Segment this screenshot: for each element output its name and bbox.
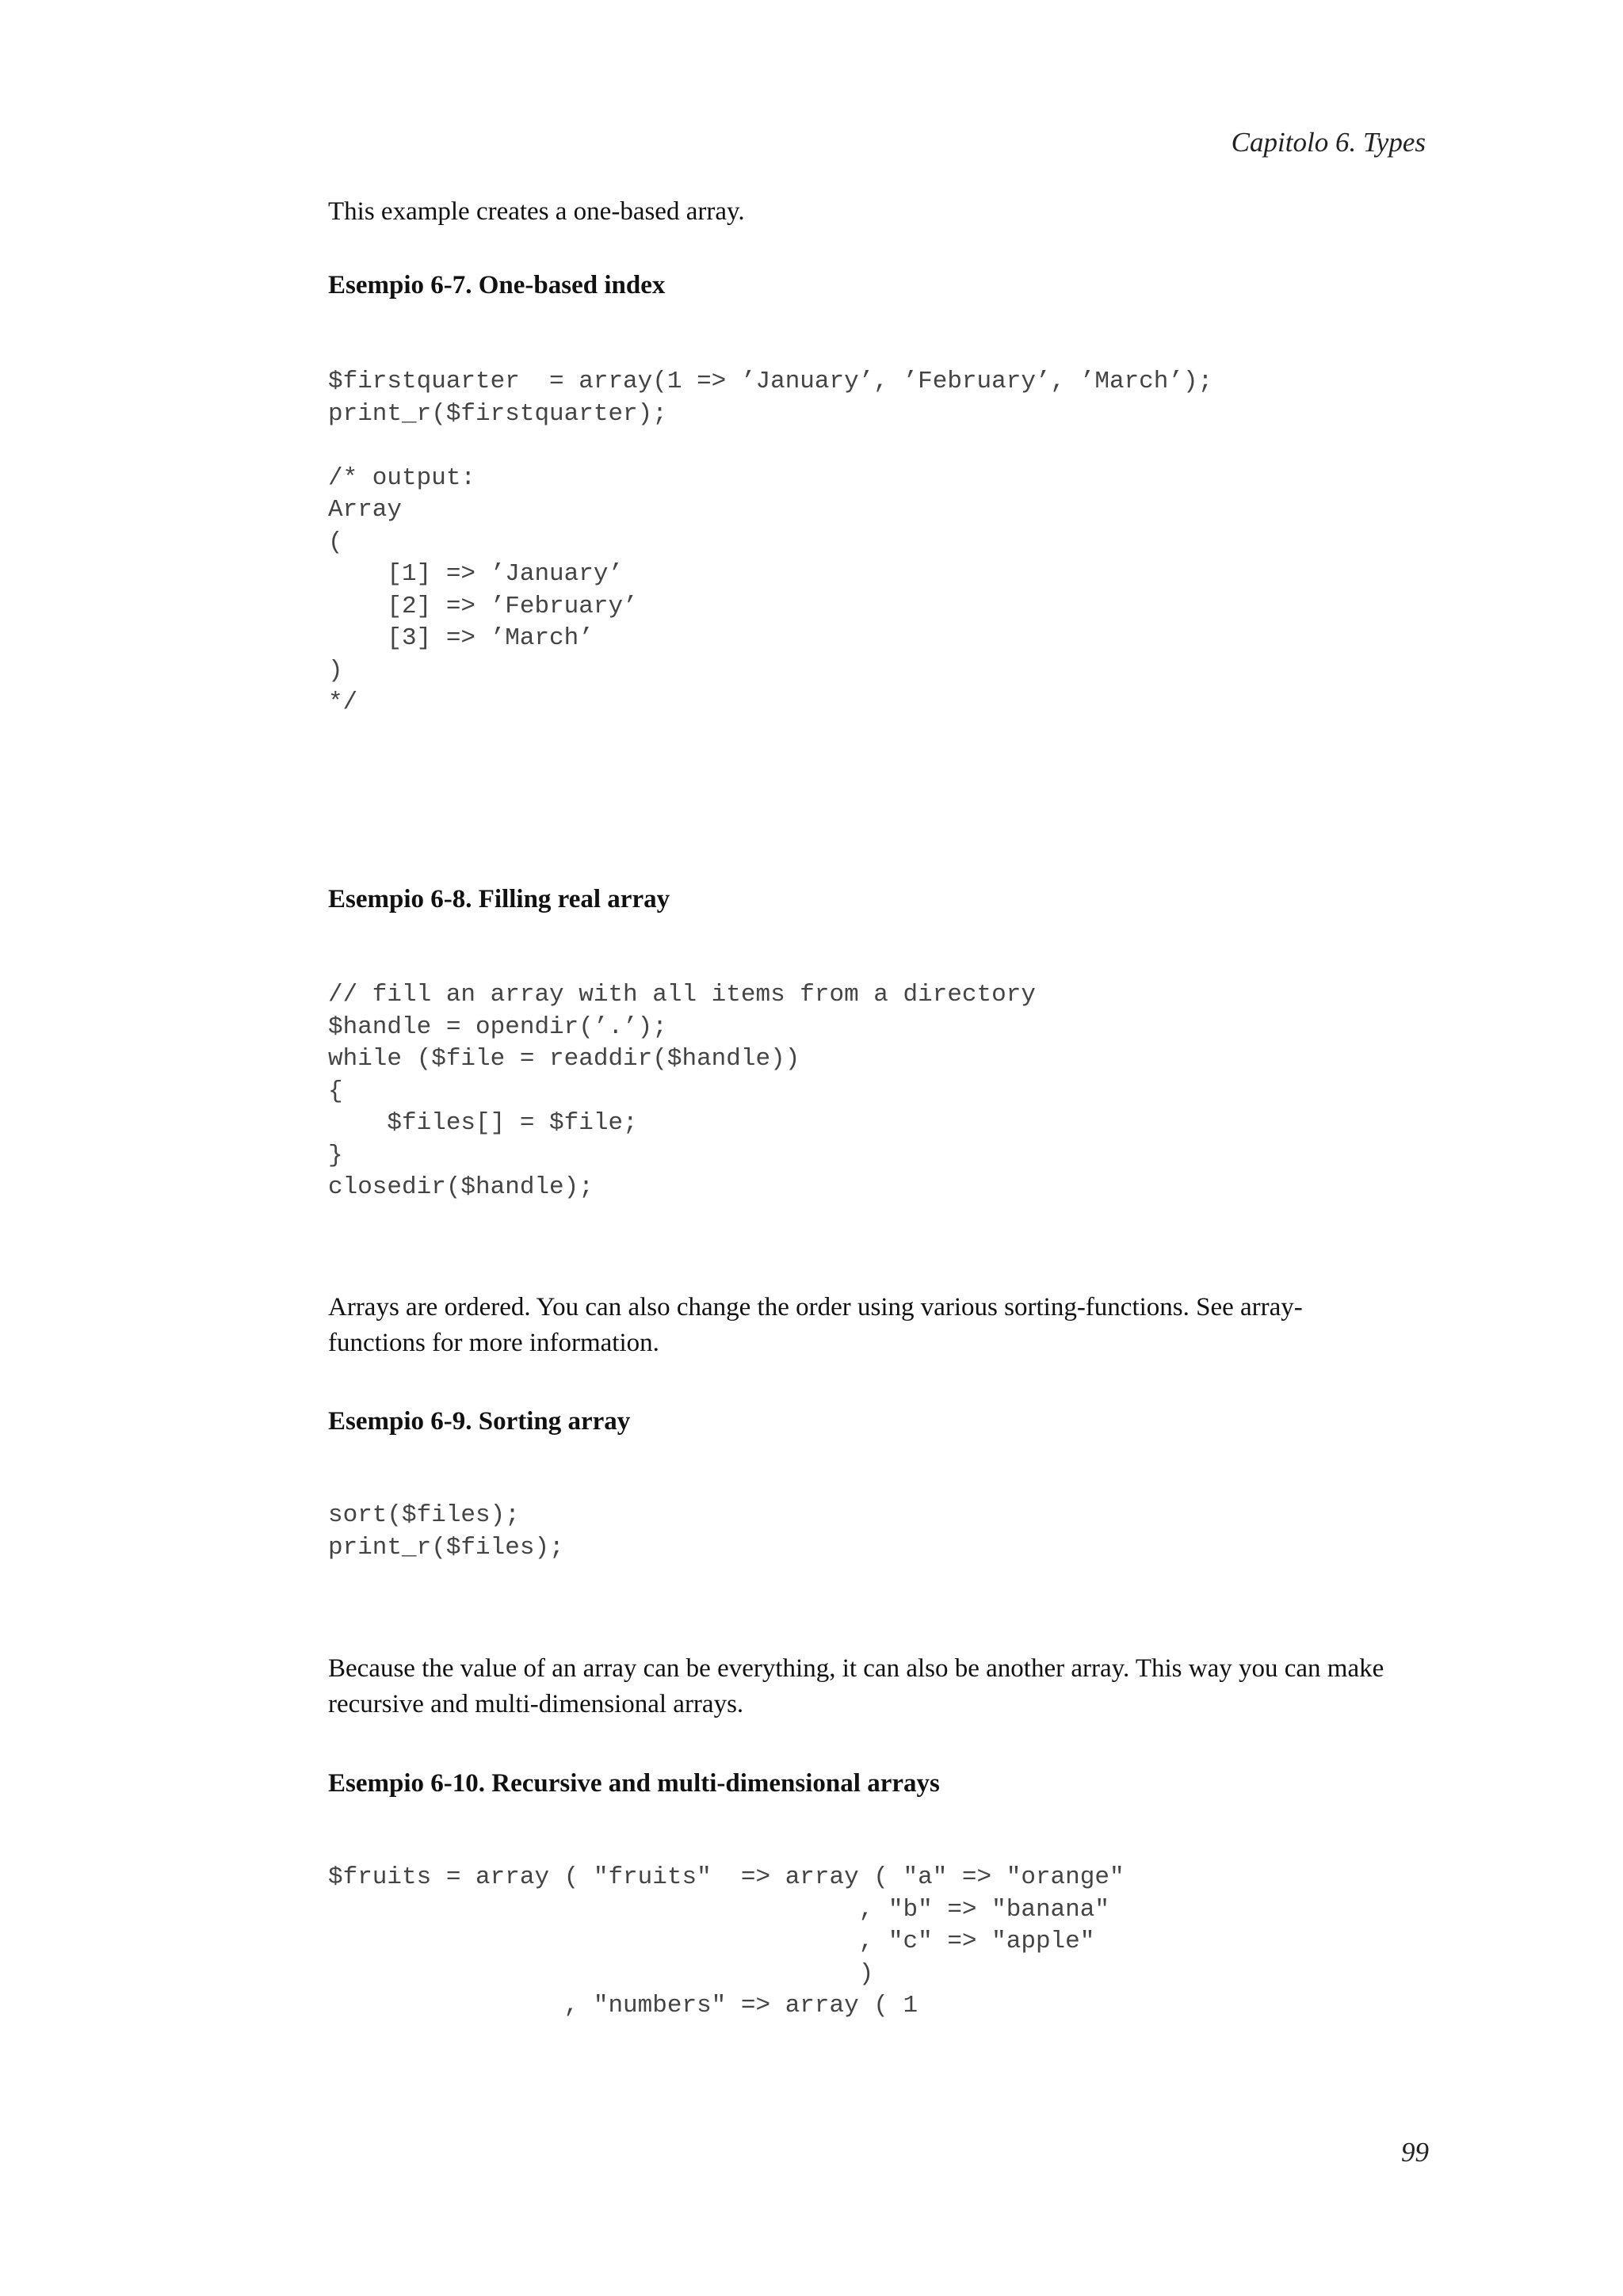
example-title-6-9: Esempio 6-9. Sorting array — [328, 1407, 631, 1436]
code-block-6-10: $fruits = array ( "fruits" => array ( "a" => "orange" , "b" => "banana" , "c" => "apple" ) , "numbers" => array ( 1 — [328, 1863, 1125, 2019]
page-number: 99 — [1401, 2137, 1429, 2168]
paragraph-recursive-arrays: Because the value of an array can be everything, it can also be another array. This way you can make recursive and multi-dimensional arrays. — [328, 1654, 1384, 1718]
code-block-6-9: sort($files); print_r($files); — [328, 1501, 564, 1562]
intro-paragraph: This example creates a one-based array. — [328, 197, 745, 226]
code-block-6-8: // fill an array with all items from a directory $handle = opendir(’.’); while ($file = readdir($handle)) { $files[] = $file; } closedir($handle); — [328, 981, 1036, 1201]
running-header: Capitolo 6. Types — [1231, 127, 1426, 158]
paragraph-arrays-ordered: Arrays are ordered. You can also change the order using various sorting-functions. See array-functions for more information. — [328, 1293, 1303, 1357]
example-title-6-7: Esempio 6-7. One-based index — [328, 271, 666, 299]
code-block-6-7: $firstquarter = array(1 => ’January’, ’February’, ’March’); print_r($firstquarter); /* output: Array ( [1] => ’January’ [2] => ’February’ [3] => ’March’ ) */ — [328, 368, 1213, 716]
example-title-6-10: Esempio 6-10. Recursive and multi-dimensional arrays — [328, 1769, 940, 1798]
example-title-6-8: Esempio 6-8. Filling real array — [328, 885, 670, 913]
